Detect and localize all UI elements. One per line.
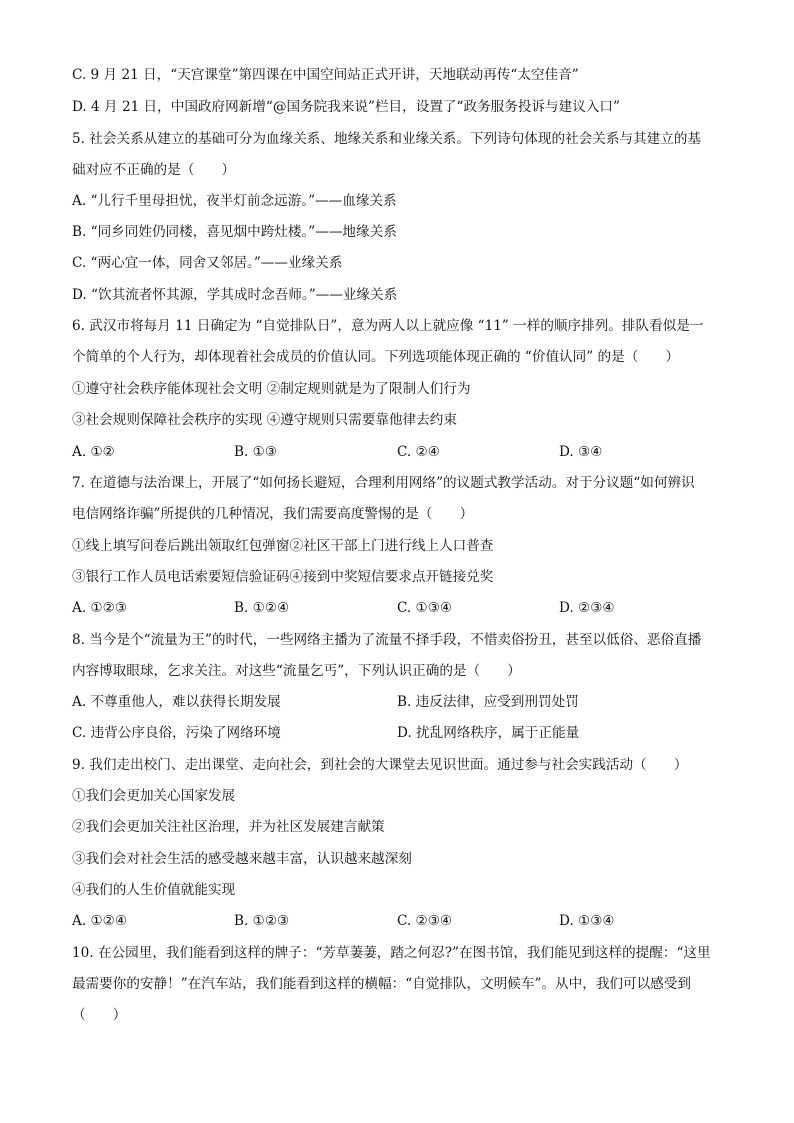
q7-stem-line2: 电信网络诈骗”所提供的几种情况，我们需要高度警惕的是（ ）	[72, 506, 474, 522]
q7-option-d: D. ②③④	[559, 600, 615, 616]
q5-option-d: D. “饮其流者怀其源，学其成时念吾师。”——业缘关系	[72, 287, 398, 303]
q8-option-b: B. 违反法律，应受到刑罚处罚	[397, 694, 579, 710]
q8-option-d: D. 扰乱网络秩序，属于正能量	[397, 725, 580, 741]
q6-stem-line2: 个简单的个人行为，却体现着社会成员的价值认同。下列选项能体现正确的 “价值认同” 的是（ ）	[72, 349, 680, 365]
q7-stem-line1: 7. 在道德与法治课上，开展了“如何扬长避短，合理利用网络”的议题式教学活动。对于分议题“如何辨识	[72, 475, 695, 491]
q7-statements-1: ①线上填写问卷后跳出领取红包弹窗②社区干部上门进行线上人口普查	[72, 538, 494, 554]
q9-option-b: B. ①②③	[234, 913, 290, 929]
q7-option-c: C. ①③④	[397, 600, 453, 616]
q6-option-c: C. ②④	[397, 444, 440, 460]
q5-option-c: C. “两心宜一体，同舍又邻居。”——业缘关系	[72, 255, 343, 271]
q8-options-row1	[72, 693, 732, 711]
q6-option-b: B. ①③	[234, 444, 278, 460]
q9-statement-3: ③我们会对社会生活的感受越来越丰富，认识越来越深刻	[72, 851, 412, 867]
q4-option-d: D. 4 月 21 日，中国政府网新增“@国务院我来说”栏目，设置了“政务服务投诉与建议入口”	[72, 99, 620, 115]
q8-stem-line2: 内容博取眼球，乞求关注。对这些“流量乞丐”，下列认识正确的是（ ）	[72, 663, 521, 679]
q6-stem-line1: 6. 武汉市将每月 11 日确定为 “自觉排队日”，意为两人以上就应像 “11” 一样的顺序排列。排队看似是一	[72, 318, 704, 334]
q7-options	[72, 599, 732, 617]
q10-stem-line3: （ ）	[72, 1007, 127, 1023]
q4-option-c: C. 9 月 21 日，“天宫课堂”第四课在中国空间站正式开讲，天地联动再传“太空佳音”	[72, 67, 579, 83]
q6-options	[72, 443, 732, 461]
q7-statements-2: ③银行工作人员电话索要短信验证码④接到中奖短信要求点开链接兑奖	[72, 569, 494, 585]
q6-statements-2: ③社会规则保障社会秩序的实现 ④遵守规则只需要靠他律去约束	[72, 412, 457, 428]
q9-statement-4: ④我们的人生价值就能实现	[72, 882, 236, 898]
q8-options-row2	[72, 724, 732, 742]
q5-stem-line2: 础对应不正确的是（ ）	[72, 162, 236, 178]
q8-stem-line1: 8. 当今是个“流量为王”的时代，一些网络主播为了流量不择手段，不惜卖俗扮丑，甚至以低俗、恶俗直播	[72, 632, 702, 648]
q10-stem-line2: 最需要你的安静！”在汽车站，我们能看到这样的横幅：“自觉排队，文明候车”。从中，我们可以感受到	[72, 976, 691, 992]
q5-option-a: A. “儿行千里母担忧，夜半灯前念远游。”——血缘关系	[72, 193, 397, 209]
q10-stem-line1: 10. 在公园里，我们能看到这样的牌子：“芳草萋萋，踏之何忍?”在图书馆，我们能见到这样的提醒：“这里	[72, 945, 711, 961]
q9-stem: 9. 我们走出校门、走出课堂、走向社会，到社会的大课堂去见识世面。通过参与社会实践活动（ ）	[72, 757, 688, 773]
q8-option-a: A. 不尊重他人，难以获得长期发展	[72, 694, 281, 710]
q9-options	[72, 912, 732, 930]
q9-option-d: D. ①③④	[559, 913, 615, 929]
q6-statements-1: ①遵守社会秩序能体现社会文明 ②制定规则就是为了限制人们行为	[72, 381, 471, 397]
q5-stem-line1: 5. 社会关系从建立的基础可分为血缘关系、地缘关系和业缘关系。下列诗句体现的社会关系与其建立的基	[72, 131, 702, 147]
q6-option-a: A. ①②	[72, 444, 115, 460]
q8-option-c: C. 违背公序良俗，污染了网络环境	[72, 725, 281, 741]
q7-option-a: A. ①②③	[72, 600, 128, 616]
q9-statement-1: ①我们会更加关心国家发展	[72, 788, 236, 804]
q9-option-c: C. ②③④	[397, 913, 453, 929]
q9-option-a: A. ①②④	[72, 913, 128, 929]
q5-option-b: B. “同乡同姓仍同楼，喜见烟中跨灶楼。”——地缘关系	[72, 224, 397, 240]
q6-option-d: D. ③④	[559, 444, 603, 460]
q7-option-b: B. ①②④	[234, 600, 290, 616]
q9-statement-2: ②我们会更加关注社区治理，并为社区发展建言献策	[72, 819, 385, 835]
